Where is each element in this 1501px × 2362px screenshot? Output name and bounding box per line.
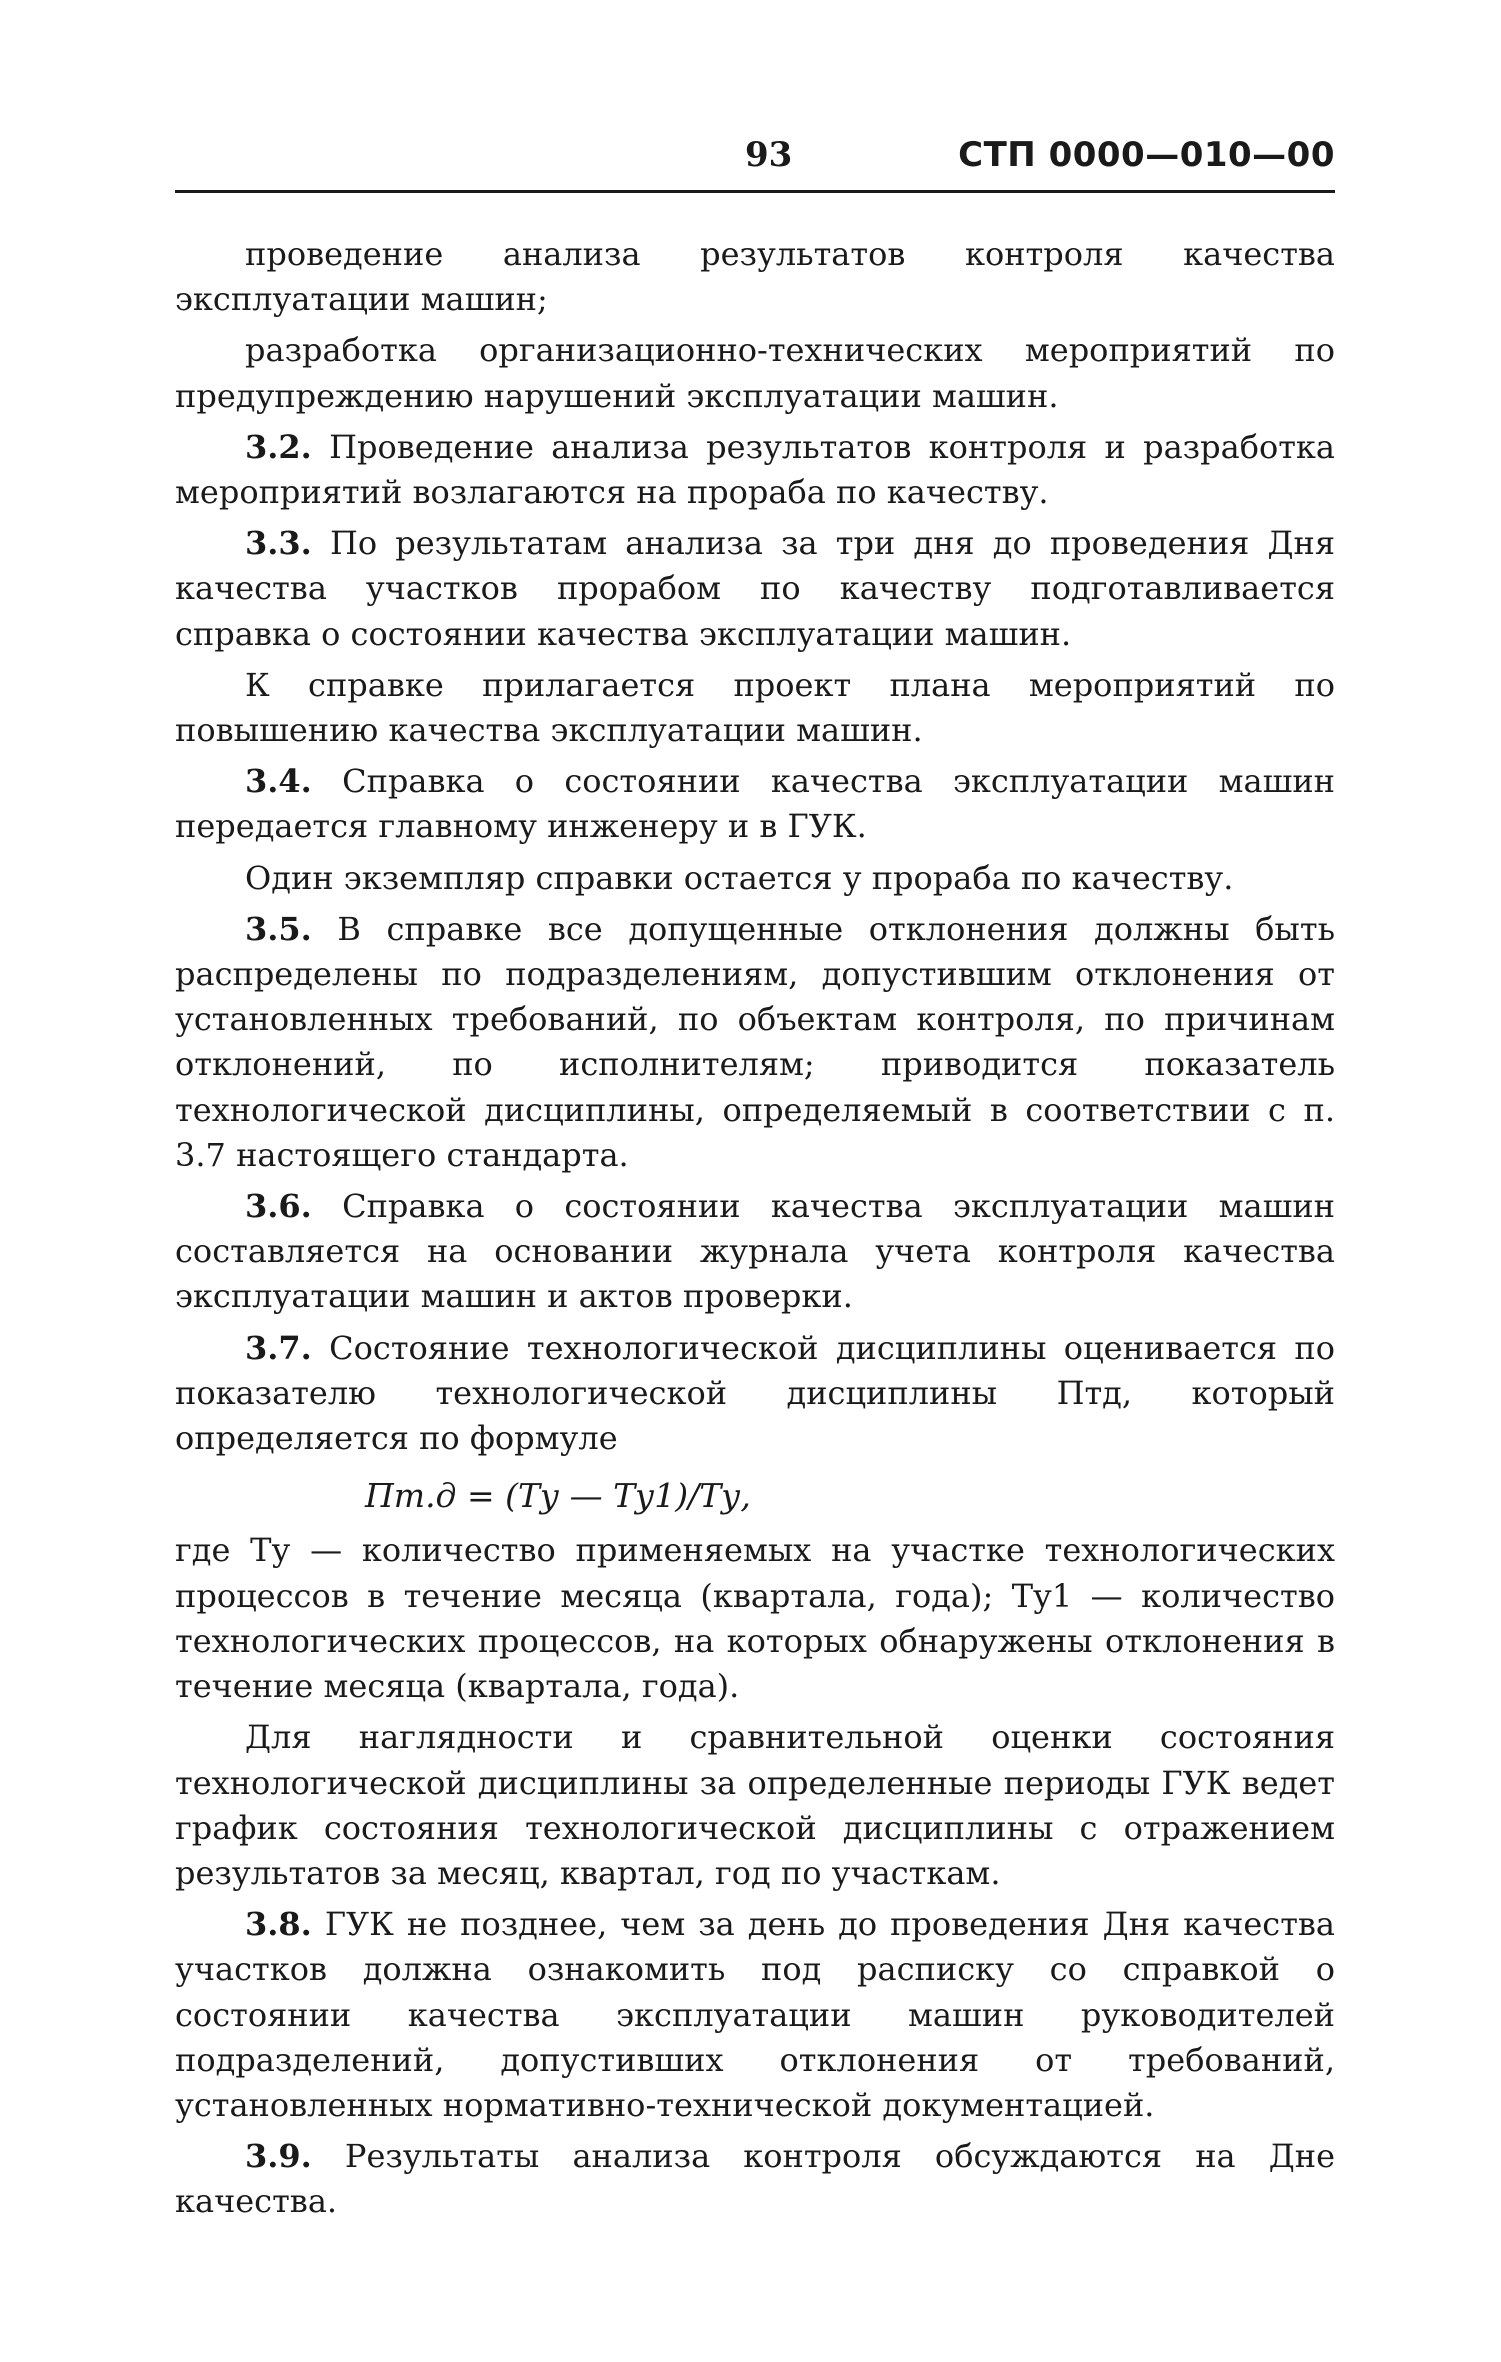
paragraph [175, 907, 1335, 1178]
paragraph-text: Состояние технологической дисциплины оценивается по показателю технологической дисциплины Птд, который определяется по формуле [175, 1328, 1336, 1458]
paragraph-text: Справка о состоянии качества эксплуатации машин передается главному инженеру и в ГУК. [175, 762, 1336, 846]
clause-number: 3.8. [245, 1905, 312, 1944]
paragraph-text: Результаты анализа контроля обсуждаются на Дне качества. [175, 2137, 1336, 2221]
paragraph-text: проведение анализа результатов контроля качества эксплуатации машин; [175, 235, 1335, 319]
paragraph-text: По результатам анализа за три дня до проведения Дня качества участков прорабом по качеству подготавливается справка о состоянии качества эксплуатации машин. [175, 524, 1336, 653]
paragraph-text: Справка о состоянии качества эксплуатации машин составляется на основании журнала учета контроля качества эксплуатации машин и актов проверки. [175, 1187, 1336, 1316]
page-number: 93 [745, 135, 793, 175]
paragraph-text: разработка организационно-технических мероприятий по предупреждению нарушений эксплуатации машин. [175, 331, 1335, 415]
clause-number: 3.5. [245, 909, 312, 948]
paragraph [175, 856, 1335, 901]
header-rule [175, 190, 1335, 193]
paragraph-text: К справке прилагается проект плана мероприятий по повышению качества эксплуатации машин. [175, 665, 1335, 750]
paragraph-text: Проведение анализа результатов контроля и разработка мероприятий возлагаются на прораба по качеству. [175, 427, 1336, 512]
document-page [175, 0, 1335, 2362]
page-header [175, 125, 1335, 185]
paragraph [175, 759, 1335, 849]
paragraph [175, 1715, 1335, 1896]
paragraph [175, 1902, 1335, 2128]
document-code: СТП 0000—010—00 [958, 135, 1335, 175]
clause-number: 3.4. [245, 762, 312, 801]
clause-number: 3.3. [245, 524, 312, 563]
paragraph [175, 425, 1335, 515]
clause-number: 3.2. [245, 427, 312, 466]
paragraph-text: В справке все допущенные отклонения должны быть распределены по подразделениям, допустившим отклонения от установленных требований, по объектам контроля, по причинам отклонений, по исполнителям; приводится показатель технологической дисциплины, определяемый в соответствии с п. 3.7 настоящего стандарта. [175, 909, 1336, 1174]
document-body [175, 232, 1335, 2231]
clause-number: 3.6. [245, 1187, 312, 1226]
paragraph-text: Для наглядности и сравнительной оценки состояния технологической дисциплины за определенные периоды ГУК ведет график состояния технологической дисциплины с отражением результатов за месяц, квартал, год по участкам. [175, 1718, 1335, 1892]
paragraph [175, 232, 1335, 322]
formula [175, 1473, 1335, 1518]
clause-number: 3.9. [245, 2137, 312, 2176]
paragraph [175, 521, 1335, 657]
paragraph [175, 2134, 1335, 2224]
paragraph-text: Один экземпляр справки остается у прораба по качеству. [245, 858, 1234, 897]
paragraph [175, 1326, 1335, 1462]
formula-text: Пт.д = (Ту — Ту1)/Ту, [365, 1476, 751, 1516]
paragraph [175, 1528, 1335, 1709]
clause-number: 3.7. [245, 1328, 312, 1367]
paragraph-text: где Ту — количество применяемых на участке технологических процессов в течение месяца (квартала, года); Ту1 — количество технологических процессов, на которых обнаружены отклонения в течение месяца (квартала, года). [175, 1531, 1335, 1706]
paragraph [175, 663, 1335, 753]
paragraph-text: ГУК не позднее, чем за день до проведения Дня качества участков должна ознакомить под расписку со справкой о состоянии качества эксплуатации машин руководителей подразделений, допустивших отклонения от требований, установленных нормативно-технической документацией. [175, 1905, 1336, 2124]
paragraph [175, 1184, 1335, 1320]
paragraph [175, 328, 1335, 418]
